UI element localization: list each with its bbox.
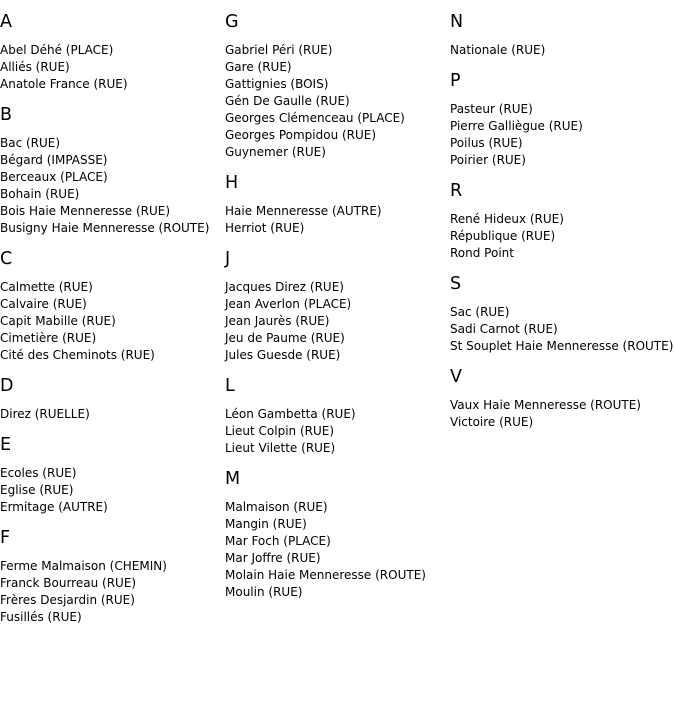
street-link[interactable]: Jeu de Paume (RUE) xyxy=(225,331,345,345)
street-item xyxy=(0,296,225,313)
street-item xyxy=(225,406,450,423)
street-link[interactable]: Moulin (RUE) xyxy=(225,585,303,599)
street-item xyxy=(0,465,225,482)
street-item xyxy=(225,423,450,440)
street-link[interactable]: Fusillés (RUE) xyxy=(0,610,82,624)
street-link[interactable]: Abel Déhé (PLACE) xyxy=(0,43,114,57)
street-item xyxy=(225,127,450,144)
street-item xyxy=(0,76,225,93)
street-item xyxy=(450,414,675,431)
letter-heading: L xyxy=(225,376,235,396)
street-link[interactable]: Direz (RUELLE) xyxy=(0,407,90,421)
street-link[interactable]: Nationale (RUE) xyxy=(450,43,546,57)
street-link[interactable]: Jules Guesde (RUE) xyxy=(225,348,341,362)
street-link[interactable]: Jean Averlon (PLACE) xyxy=(225,297,352,311)
street-list xyxy=(450,304,675,355)
street-link[interactable]: Cimetière (RUE) xyxy=(0,331,97,345)
street-link[interactable]: Sac (RUE) xyxy=(450,305,510,319)
street-item xyxy=(0,220,225,237)
letter-group xyxy=(225,469,450,601)
letter-heading: S xyxy=(450,274,462,294)
street-link[interactable]: Bac (RUE) xyxy=(0,136,61,150)
street-item xyxy=(225,144,450,161)
street-link[interactable]: Rond Point xyxy=(450,246,514,260)
street-list xyxy=(0,558,225,626)
street-list xyxy=(0,135,225,237)
street-link[interactable]: Ecoles (RUE) xyxy=(0,466,77,480)
street-link[interactable]: Anatole France (RUE) xyxy=(0,77,128,91)
street-item xyxy=(225,347,450,364)
street-item xyxy=(225,313,450,330)
letter-heading: F xyxy=(0,528,11,548)
letter-heading: J xyxy=(225,249,231,269)
street-link[interactable]: Jean Jaurès (RUE) xyxy=(225,314,330,328)
street-item xyxy=(225,296,450,313)
street-link[interactable]: St Souplet Haie Menneresse (ROUTE) xyxy=(450,339,674,353)
letter-group xyxy=(0,12,225,93)
street-link[interactable]: Molain Haie Menneresse (ROUTE) xyxy=(225,568,426,582)
letter-group xyxy=(0,105,225,237)
letter-heading: M xyxy=(225,469,241,489)
street-item xyxy=(450,152,675,169)
street-item xyxy=(225,42,450,59)
street-item xyxy=(0,313,225,330)
street-index-column-1 xyxy=(0,0,225,626)
street-index-column-2 xyxy=(225,0,450,601)
street-link[interactable]: Berceaux (PLACE) xyxy=(0,170,108,184)
street-item xyxy=(225,203,450,220)
street-item xyxy=(0,42,225,59)
street-link[interactable]: Poirier (RUE) xyxy=(450,153,526,167)
street-link[interactable]: Victoire (RUE) xyxy=(450,415,534,429)
street-item xyxy=(0,347,225,364)
letter-group xyxy=(0,435,225,516)
street-link[interactable]: Frères Desjardin (RUE) xyxy=(0,593,135,607)
street-item xyxy=(0,169,225,186)
letter-heading: B xyxy=(0,105,13,125)
street-link[interactable]: Lieut Vilette (RUE) xyxy=(225,441,336,455)
street-item xyxy=(0,609,225,626)
letter-heading: R xyxy=(450,181,463,201)
street-item xyxy=(225,550,450,567)
street-list xyxy=(0,42,225,93)
street-item xyxy=(225,110,450,127)
street-link[interactable]: Malmaison (RUE) xyxy=(225,500,328,514)
letter-group xyxy=(0,528,225,626)
street-item xyxy=(225,499,450,516)
street-link[interactable]: Pasteur (RUE) xyxy=(450,102,533,116)
street-item xyxy=(0,575,225,592)
street-link[interactable]: Ferme Malmaison (CHEMIN) xyxy=(0,559,167,573)
street-link[interactable]: Gabriel Péri (RUE) xyxy=(225,43,333,57)
street-item xyxy=(0,152,225,169)
street-item xyxy=(450,397,675,414)
street-item xyxy=(450,321,675,338)
street-link[interactable]: Eglise (RUE) xyxy=(0,483,74,497)
street-link[interactable]: Ermitage (AUTRE) xyxy=(0,500,108,514)
letter-group xyxy=(225,249,450,364)
street-item xyxy=(225,584,450,601)
street-list xyxy=(0,465,225,516)
street-list xyxy=(225,499,450,601)
street-link[interactable]: Vaux Haie Menneresse (ROUTE) xyxy=(450,398,641,412)
street-list xyxy=(225,203,450,237)
street-link[interactable]: Lieut Colpin (RUE) xyxy=(225,424,335,438)
street-list xyxy=(450,42,675,59)
letter-group xyxy=(450,181,675,262)
street-item xyxy=(450,245,675,262)
street-link[interactable]: Gattignies (BOIS) xyxy=(225,77,329,91)
street-item xyxy=(0,406,225,423)
street-item xyxy=(225,533,450,550)
letter-heading: N xyxy=(450,12,464,32)
street-list xyxy=(225,42,450,161)
street-item xyxy=(450,211,675,228)
street-link[interactable]: République (RUE) xyxy=(450,229,556,243)
street-link[interactable]: Calmette (RUE) xyxy=(0,280,93,294)
street-item xyxy=(225,516,450,533)
letter-heading: V xyxy=(450,367,462,387)
letter-group xyxy=(450,367,675,431)
street-item xyxy=(0,499,225,516)
street-item xyxy=(0,482,225,499)
letter-heading: D xyxy=(0,376,14,396)
letter-group xyxy=(0,376,225,423)
letter-group xyxy=(225,173,450,237)
street-item xyxy=(0,135,225,152)
letter-group xyxy=(0,249,225,364)
street-list xyxy=(450,397,675,431)
street-link[interactable]: Mar Joffre (RUE) xyxy=(225,551,321,565)
street-link[interactable]: Alliés (RUE) xyxy=(0,60,70,74)
street-link[interactable]: Mangin (RUE) xyxy=(225,517,307,531)
letter-group xyxy=(450,12,675,59)
street-list xyxy=(0,279,225,364)
street-link[interactable]: Cité des Cheminots (RUE) xyxy=(0,348,155,362)
letter-group xyxy=(225,376,450,457)
street-link[interactable]: Bois Haie Menneresse (RUE) xyxy=(0,204,171,218)
street-link[interactable]: Léon Gambetta (RUE) xyxy=(225,407,356,421)
letter-heading: E xyxy=(0,435,12,455)
street-link[interactable]: Bégard (IMPASSE) xyxy=(0,153,108,167)
street-link[interactable]: Haie Menneresse (AUTRE) xyxy=(225,204,382,218)
street-item xyxy=(450,101,675,118)
street-list xyxy=(450,211,675,262)
street-item xyxy=(450,118,675,135)
letter-heading: G xyxy=(225,12,239,32)
street-item xyxy=(225,330,450,347)
street-link[interactable]: Herriot (RUE) xyxy=(225,221,305,235)
street-item xyxy=(450,42,675,59)
street-list xyxy=(225,279,450,364)
street-link[interactable]: Georges Pompidou (RUE) xyxy=(225,128,377,142)
street-index-column-3 xyxy=(450,0,675,431)
street-link[interactable]: Poilus (RUE) xyxy=(450,136,523,150)
street-link[interactable]: Franck Bourreau (RUE) xyxy=(0,576,137,590)
street-link[interactable]: Capit Mabille (RUE) xyxy=(0,314,116,328)
street-list xyxy=(0,406,225,423)
street-link[interactable]: Calvaire (RUE) xyxy=(0,297,87,311)
street-item xyxy=(0,592,225,609)
street-link[interactable]: Bohain (RUE) xyxy=(0,187,80,201)
street-link[interactable]: Jacques Direz (RUE) xyxy=(225,280,344,294)
street-link[interactable]: Guynemer (RUE) xyxy=(225,145,326,159)
street-list xyxy=(225,406,450,457)
street-item xyxy=(225,440,450,457)
street-link[interactable]: Pierre Galliègue (RUE) xyxy=(450,119,583,133)
street-item xyxy=(0,330,225,347)
street-item xyxy=(450,135,675,152)
street-item xyxy=(450,338,675,355)
street-link[interactable]: René Hideux (RUE) xyxy=(450,212,564,226)
street-link[interactable]: Gare (RUE) xyxy=(225,60,292,74)
street-item xyxy=(450,304,675,321)
street-item xyxy=(0,59,225,76)
street-item xyxy=(450,228,675,245)
street-link[interactable]: Mar Foch (PLACE) xyxy=(225,534,331,548)
letter-heading: A xyxy=(0,12,12,32)
street-link[interactable]: Gén De Gaulle (RUE) xyxy=(225,94,350,108)
street-link[interactable]: Sadi Carnot (RUE) xyxy=(450,322,558,336)
letter-group xyxy=(450,274,675,355)
street-item xyxy=(225,93,450,110)
letter-group xyxy=(450,71,675,169)
letter-heading: P xyxy=(450,71,461,91)
street-list xyxy=(450,101,675,169)
street-link[interactable]: Busigny Haie Menneresse (ROUTE) xyxy=(0,221,210,235)
street-link[interactable]: Georges Clémenceau (PLACE) xyxy=(225,111,405,125)
street-item xyxy=(225,567,450,584)
street-item xyxy=(0,186,225,203)
street-item xyxy=(225,220,450,237)
street-item xyxy=(0,203,225,220)
street-item xyxy=(0,279,225,296)
letter-group xyxy=(225,12,450,161)
street-item xyxy=(225,59,450,76)
street-item xyxy=(0,558,225,575)
street-item xyxy=(225,76,450,93)
street-item xyxy=(225,279,450,296)
letter-heading: C xyxy=(0,249,13,269)
letter-heading: H xyxy=(225,173,239,193)
